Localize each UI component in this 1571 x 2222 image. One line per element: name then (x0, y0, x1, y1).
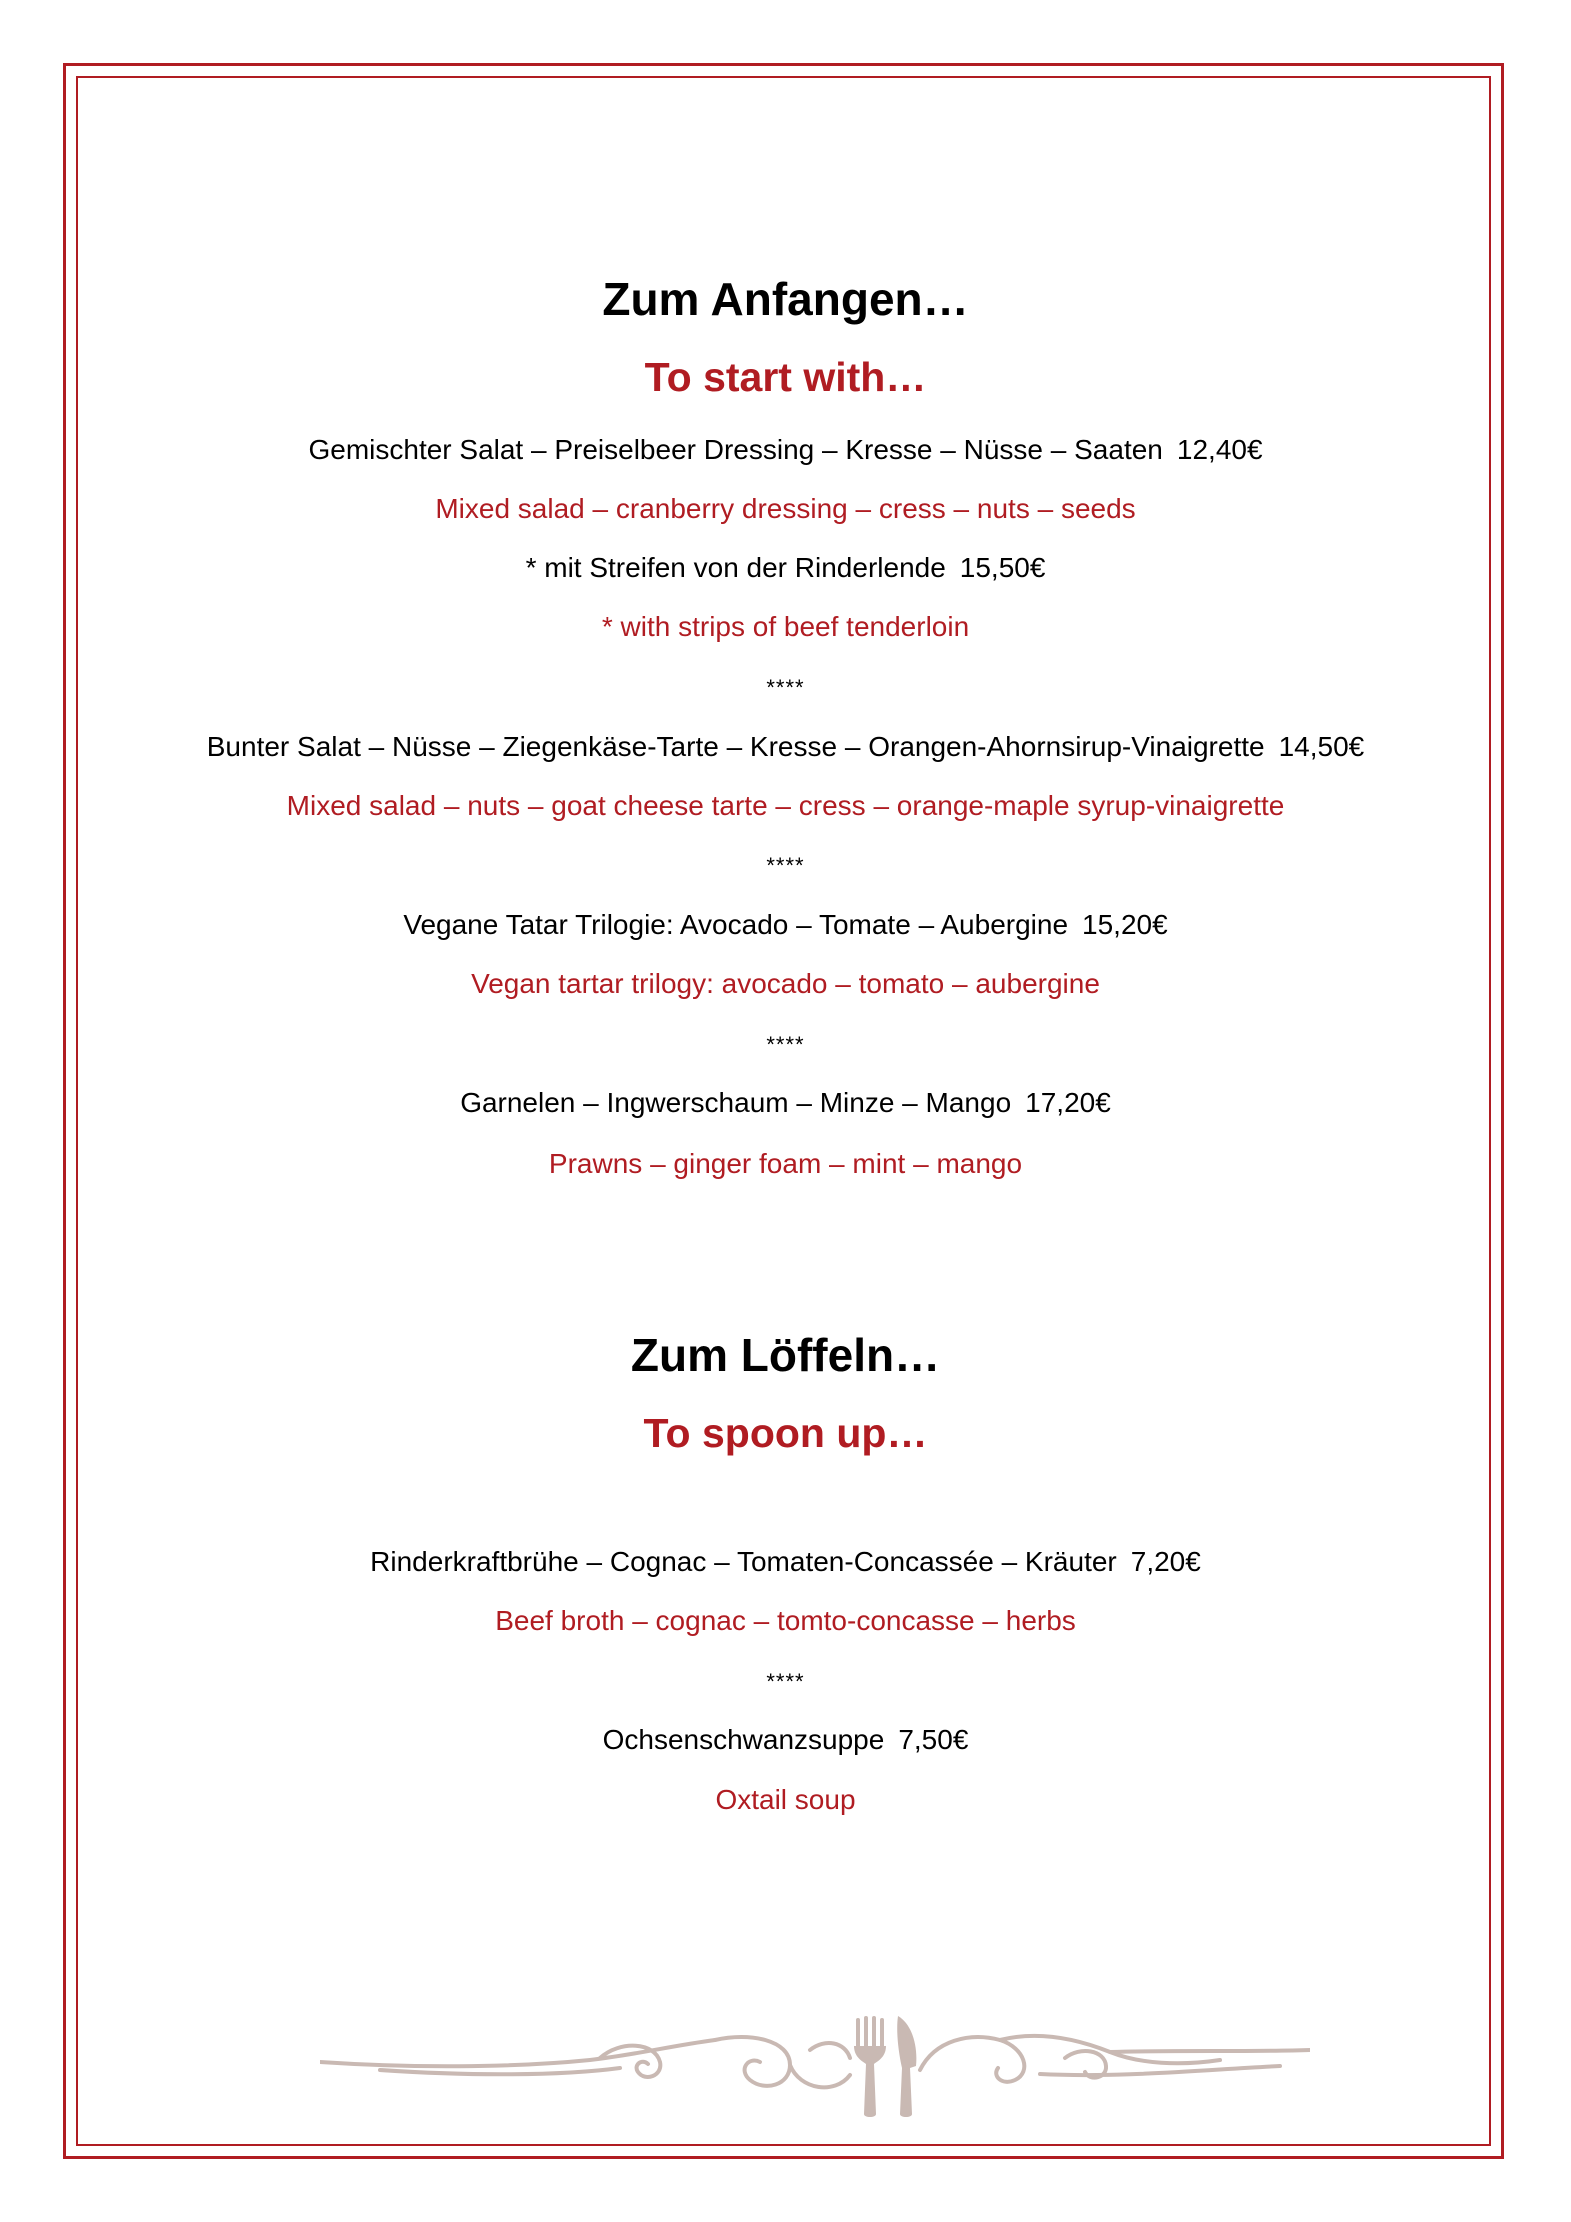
menu-item-en: Mixed salad – nuts – goat cheese tarte – cress – orange-maple syrup-vinaigrette (286, 790, 1285, 821)
menu-item-de (0, 909, 1571, 941)
dish-price: 12,40€ (1176, 434, 1263, 465)
fork-knife-flourish-icon (320, 2010, 1310, 2120)
dish-name: * mit Streifen von der Rinderlende (525, 552, 946, 583)
separator: **** (766, 1032, 805, 1057)
menu-item-de (0, 434, 1571, 466)
dish-price: 7,20€ (1130, 1546, 1201, 1577)
section-title-soups-en: To spoon up… (643, 1410, 928, 1456)
dish-name: Ochsenschwanzsuppe (602, 1724, 885, 1755)
dish-name: Gemischter Salat – Preiselbeer Dressing – Kresse – Nüsse – Saaten (308, 434, 1163, 465)
dish-price: 7,50€ (898, 1724, 969, 1755)
menu-item-en: Beef broth – cognac – tomto-concasse – herbs (495, 1605, 1076, 1636)
menu-item-en: Vegan tartar trilogy: avocado – tomato – aubergine (471, 968, 1100, 999)
section-title-soups: Zum Löffeln… (630, 1329, 941, 1381)
dish-name: Vegane Tatar Trilogie: Avocado – Tomate – Aubergine (403, 909, 1069, 940)
dish-name: Bunter Salat – Nüsse – Ziegenkäse-Tarte – Kresse – Orangen-Ahornsirup-Vinaigrette (206, 731, 1265, 762)
menu-item-de (0, 731, 1571, 763)
separator: **** (766, 1669, 805, 1694)
menu-item-en: * with strips of beef tenderloin (601, 611, 970, 642)
section-title-starters-en: To start with… (644, 354, 927, 400)
dish-price: 15,20€ (1082, 909, 1168, 940)
separator: **** (766, 853, 805, 878)
menu-item-de (0, 552, 1571, 584)
section-title-starters: Zum Anfangen… (602, 273, 969, 325)
menu-item-en: Prawns – ginger foam – mint – mango (548, 1148, 1023, 1179)
separator: **** (766, 675, 805, 700)
dish-price: 17,20€ (1025, 1087, 1111, 1118)
menu-item-de (0, 1546, 1571, 1578)
menu-item-de (0, 1087, 1571, 1119)
menu-item-en: Mixed salad – cranberry dressing – cress – nuts – seeds (435, 493, 1136, 524)
dish-name: Garnelen – Ingwerschaum – Minze – Mango (460, 1087, 1012, 1118)
menu-item-en: Oxtail soup (715, 1784, 856, 1815)
menu-item-de (0, 1724, 1571, 1756)
dish-price: 14,50€ (1278, 731, 1365, 762)
dish-name: Rinderkraftbrühe – Cognac – Tomaten-Concassée – Kräuter (370, 1546, 1117, 1577)
dish-price: 15,50€ (959, 552, 1046, 583)
